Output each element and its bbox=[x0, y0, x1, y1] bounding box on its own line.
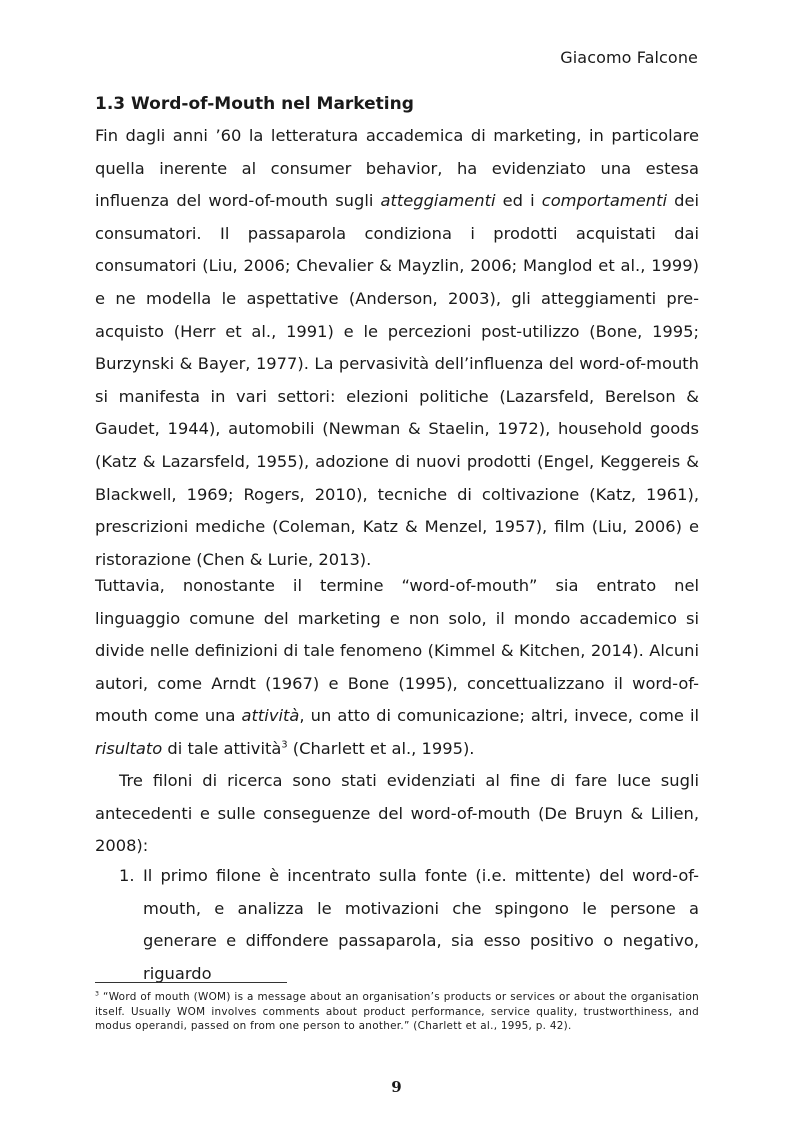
emphasis-text: comportamenti bbox=[541, 191, 667, 211]
emphasis-text: atteggiamenti bbox=[380, 191, 496, 211]
paragraph-text: Fin dagli anni ’60 la letteratura accademica di marketing, in particolare quella inerente al consumer behavior, ha evidenziato una estesa influenza del word-of-mouth sugli bbox=[95, 126, 699, 211]
list-item-number: 1. bbox=[119, 866, 135, 885]
list-item bbox=[119, 860, 699, 990]
section-title: 1.3 Word-of-Mouth nel Marketing bbox=[95, 94, 414, 114]
paragraph-text: Tuttavia, nonostante il termine “word-of-mouth” sia entrato nel linguaggio comune del marketing e non solo, il mondo accademico si divide nelle definizioni di tale fenomeno (Kimmel & Kitchen, 2014). Alcuni autori, come Arndt (1967) e Bone (1995), concettualizzano il word-of-mouth come una bbox=[95, 576, 699, 726]
footnote-reference[interactable]: 3 bbox=[281, 739, 288, 751]
paragraph-text: (Charlett et al., 1995). bbox=[287, 738, 475, 758]
research-streams-list bbox=[119, 860, 699, 990]
page-number: 9 bbox=[391, 1078, 402, 1096]
paragraph-intro bbox=[95, 120, 699, 576]
paragraph-research-streams: Tre filoni di ricerca sono stati evidenziati al fine di fare luce sugli antecedenti e sulle conseguenze del word-of-mouth (De Bruyn & Lilien, 2008): bbox=[95, 771, 699, 856]
footnote bbox=[95, 990, 699, 1034]
footnote-text: “Word of mouth (WOM) is a message about an organisation’s products or services or about the organisation itself. Usually WOM involves comments about product performance, service quality, trustworthiness, and modus operandi, passed on from one person to another.” (Charlett et al., 1995, p. 42). bbox=[95, 991, 699, 1033]
paragraph-text: ed i bbox=[495, 191, 542, 211]
paragraph-text: di tale attività bbox=[162, 738, 282, 758]
paragraph-definitions bbox=[95, 570, 699, 766]
paragraph-text: dei consumatori. Il passaparola condiziona i prodotti acquistati dai consumatori (Liu, 2006; Chevalier & Mayzlin, 2006; Manglod et al., 1999) e ne modella le aspettative (Anderson, 2003), gli atteggiamenti pre-acquisto (Herr et al., 1991) e le percezioni post-utilizzo (Bone, 1995; Burzynski & Bayer, 1977). La pervasività dell’influenza del word-of-mouth si manifesta in vari settori: elezioni politiche (Lazarsfeld, Berelson & Gaudet, 1944), automobili (Newman & Staelin, 1972), household goods (Katz & Lazarsfeld, 1955), adozione di nuovi prodotti (Engel, Keggereis & Blackwell, 1969; Rogers, 2010), tecniche di coltivazione (Katz, 1961), prescrizioni mediche (Coleman, Katz & Menzel, 1957), film (Liu, 2006) e ristorazione (Chen & Lurie, 2013). bbox=[95, 191, 699, 569]
footnote-separator bbox=[95, 982, 287, 983]
paragraph-text: , un atto di comunicazione; altri, invece, come il bbox=[299, 706, 699, 726]
footnote-marker: 3 bbox=[95, 990, 100, 998]
list-item-text: Il primo filone è incentrato sulla fonte (i.e. mittente) del word-of-mouth, e analizza le motivazioni che spingono le persone a generare e diffondere passaparola, sia esso positivo o negativo, riguardo bbox=[143, 866, 699, 983]
running-header-author: Giacomo Falcone bbox=[560, 48, 698, 67]
emphasis-text: risultato bbox=[95, 738, 163, 758]
emphasis-text: attività bbox=[241, 706, 300, 726]
